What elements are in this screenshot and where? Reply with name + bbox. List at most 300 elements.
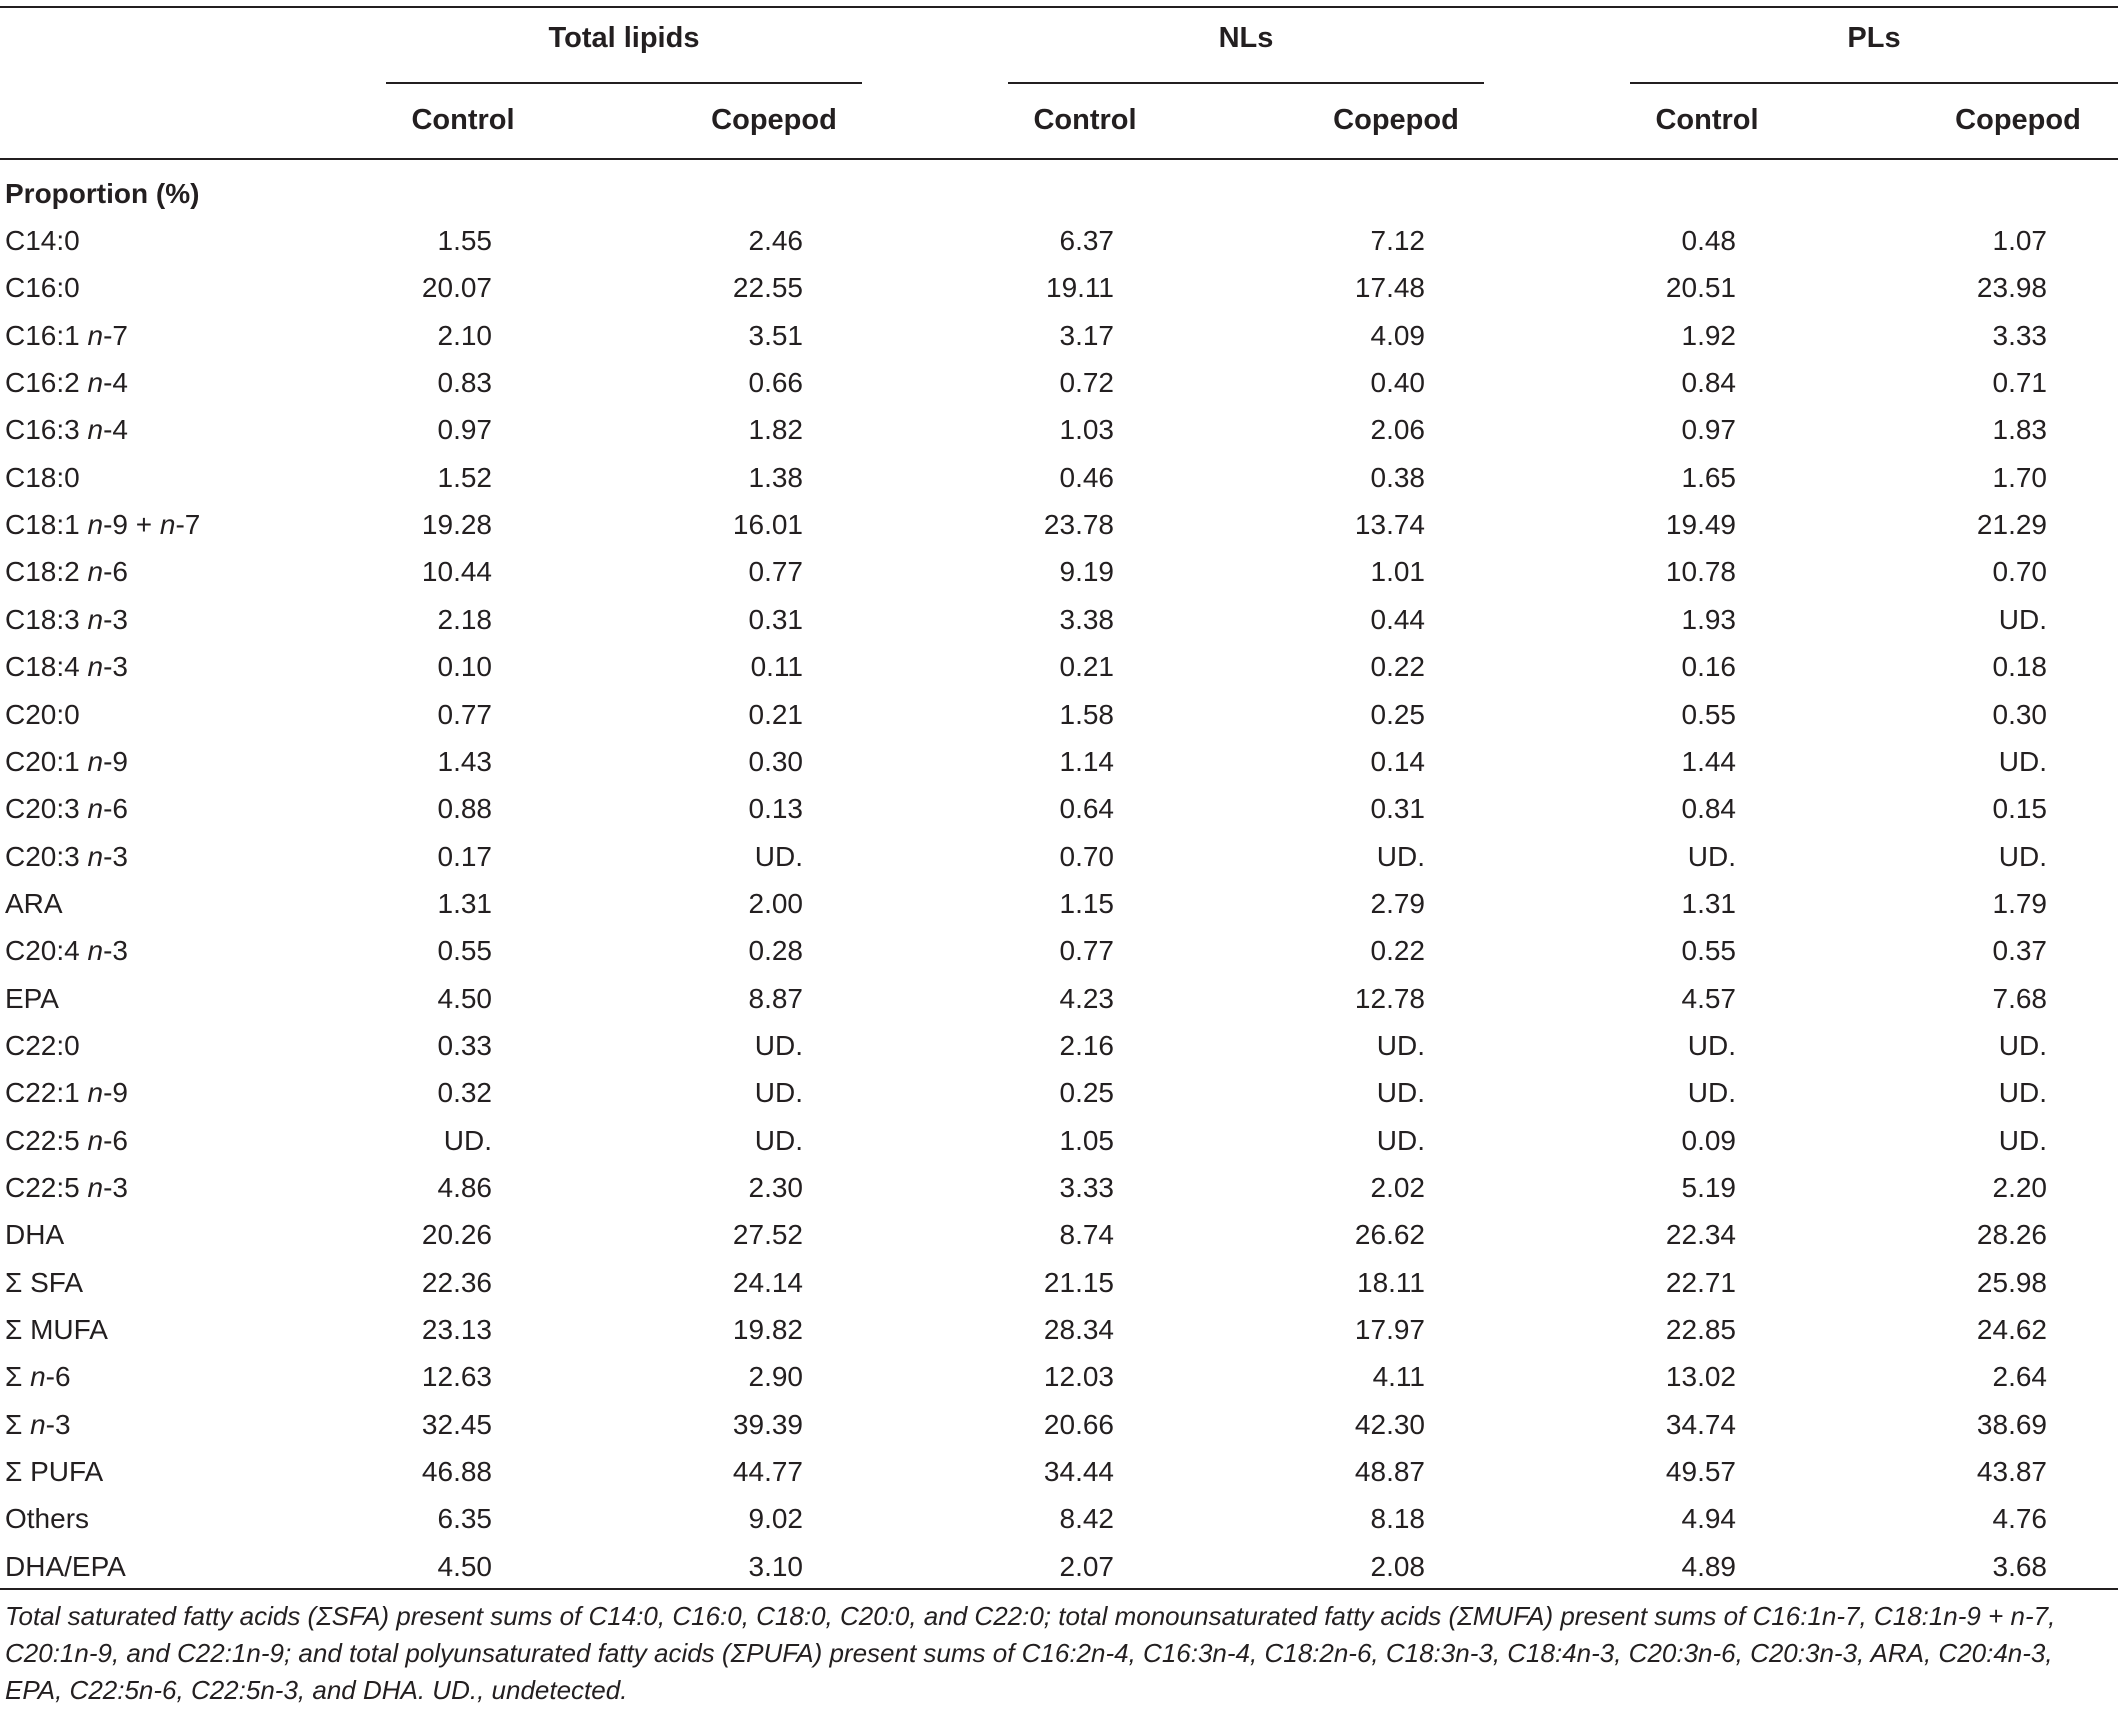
row-label-text: C18:1 <box>5 509 88 541</box>
table-row <box>0 314 2118 361</box>
cell-value: 0.25 <box>1059 1077 1114 1109</box>
group-underline-nls <box>1008 82 1484 84</box>
row-label <box>5 1551 126 1583</box>
cell-value: 2.46 <box>748 225 803 256</box>
cell-value: 10.44 <box>421 556 492 588</box>
cell-value: 0.40 <box>1370 367 1425 399</box>
cell-value: 1.92 <box>1681 319 1736 351</box>
cell-value: UD. <box>754 1077 803 1109</box>
row-label <box>5 1361 71 1393</box>
cell-value: 1.58 <box>1059 698 1114 730</box>
cell-value: 1.79 <box>1992 887 2047 919</box>
cell-value: 2.18 <box>437 603 492 635</box>
table-row <box>0 1261 2118 1308</box>
group-header-pls: PLs <box>1847 22 1901 54</box>
cell-value: 2.07 <box>1059 1550 1114 1582</box>
cell-value: 3.51 <box>748 319 803 351</box>
table-row <box>0 361 2118 408</box>
row-label-text: C18:4 <box>5 651 88 683</box>
cell-value: 1.43 <box>437 745 492 777</box>
group-underline-total-lipids <box>386 82 862 84</box>
row-label <box>5 367 128 399</box>
cell-value: 0.33 <box>437 1029 492 1061</box>
cell-value: 3.17 <box>1059 319 1114 351</box>
row-label-text: C22:5 <box>5 1124 88 1156</box>
cell-value: 0.97 <box>1681 414 1736 446</box>
table-row <box>0 693 2118 740</box>
cell-value: 4.50 <box>437 1550 492 1582</box>
row-label <box>5 1219 64 1251</box>
row-label-italic: n <box>87 840 104 872</box>
cell-value: 17.97 <box>1354 1314 1425 1346</box>
cell-value: 12.03 <box>1043 1361 1114 1393</box>
row-label-italic: n <box>87 603 104 635</box>
cell-value: 9.19 <box>1059 556 1114 588</box>
cell-value: 0.77 <box>748 556 803 588</box>
row-label-italic: n <box>87 1124 104 1156</box>
table-row <box>0 1119 2118 1166</box>
cell-value: 42.30 <box>1354 1408 1425 1440</box>
row-label-suffix: -6 <box>45 1361 71 1393</box>
row-label-suffix: -6 <box>103 556 128 588</box>
cell-value: 1.15 <box>1059 887 1114 919</box>
row-label <box>5 556 128 588</box>
subheader-total-copepod: Copepod <box>711 104 837 136</box>
row-label-italic: n <box>87 745 104 777</box>
cell-value: 24.14 <box>732 1266 803 1298</box>
cell-value: 44.77 <box>732 1456 803 1488</box>
cell-value: 0.38 <box>1370 461 1425 493</box>
cell-value: 22.85 <box>1665 1314 1736 1346</box>
cell-value: 1.93 <box>1681 603 1736 635</box>
cell-value: 20.66 <box>1043 1408 1114 1440</box>
cell-value: 2.64 <box>1992 1361 2047 1393</box>
cell-value: 4.50 <box>437 982 492 1014</box>
cell-value: 18.11 <box>1357 1266 1425 1298</box>
top-rule <box>0 6 2118 8</box>
row-label-text: Σ <box>5 1408 31 1440</box>
row-label-text: DHA/EPA <box>5 1550 126 1582</box>
row-label-text: Others <box>5 1503 90 1535</box>
cell-value: 2.10 <box>437 319 492 351</box>
row-label-suffix: -9 <box>103 745 128 777</box>
cell-value: 0.48 <box>1681 225 1736 256</box>
row-label-italic: n <box>87 1172 104 1203</box>
cell-value: 1.05 <box>1059 1124 1114 1156</box>
row-label-italic: n <box>159 509 176 541</box>
cell-value: UD. <box>1376 1124 1425 1156</box>
cell-value: UD. <box>1376 840 1425 872</box>
cell-value: 13.02 <box>1665 1361 1736 1393</box>
subheader-total-control: Control <box>411 104 515 136</box>
cell-value: 22.71 <box>1665 1266 1736 1298</box>
row-label <box>5 1456 103 1488</box>
cell-value: 38.69 <box>1976 1408 2047 1440</box>
row-label-italic: n <box>87 556 104 588</box>
table-row <box>0 977 2118 1024</box>
table-row <box>0 740 2118 787</box>
row-label-suffix: -3 <box>103 1172 128 1203</box>
cell-value: 0.21 <box>748 698 803 730</box>
cell-value: 1.07 <box>1992 225 2047 256</box>
cell-value: UD. <box>754 840 803 872</box>
row-label <box>5 509 200 541</box>
cell-value: 20.07 <box>421 272 492 304</box>
row-label-suffix: -7 <box>103 319 128 351</box>
row-label <box>5 746 128 778</box>
cell-value: 49.57 <box>1665 1456 1736 1488</box>
table-row <box>0 503 2118 550</box>
cell-value: 3.68 <box>1992 1550 2047 1582</box>
row-label-text: C16:3 <box>5 414 88 446</box>
cell-value: 4.11 <box>1372 1361 1425 1393</box>
table-row <box>0 835 2118 882</box>
subheader-pls-control: Control <box>1655 104 1759 136</box>
cell-value: 0.72 <box>1059 367 1114 399</box>
cell-value: UD. <box>443 1124 492 1156</box>
row-label-italic: n <box>87 509 104 541</box>
cell-value: 1.31 <box>1681 887 1736 919</box>
cell-value: 19.82 <box>732 1314 803 1346</box>
row-label <box>5 793 128 825</box>
cell-value: 9.02 <box>748 1503 803 1535</box>
bottom-rule <box>0 1588 2118 1590</box>
cell-value: 2.16 <box>1059 1029 1114 1061</box>
cell-value: 0.46 <box>1059 461 1114 493</box>
row-label-text: C18:3 <box>5 603 88 635</box>
table-row <box>0 1213 2118 1260</box>
cell-value: 43.87 <box>1976 1456 2047 1488</box>
group-header-total-lipids: Total lipids <box>548 22 700 54</box>
row-label-text: C20:3 <box>5 840 88 872</box>
row-label <box>5 462 80 494</box>
cell-value: 0.31 <box>1370 793 1425 825</box>
cell-value: 0.55 <box>437 935 492 967</box>
row-label <box>5 1077 128 1109</box>
row-label-text: Σ <box>5 1361 31 1393</box>
table-row <box>0 1024 2118 1071</box>
cell-value: 34.44 <box>1043 1456 1114 1488</box>
row-label-suffix: -6 <box>103 793 128 825</box>
row-label <box>5 888 63 920</box>
cell-value: 16.01 <box>732 509 803 541</box>
cell-value: 0.70 <box>1992 556 2047 588</box>
row-label-suffix: -7 <box>175 509 201 541</box>
cell-value: 8.87 <box>748 982 803 1014</box>
cell-value: 1.31 <box>437 887 492 919</box>
cell-value: 4.09 <box>1370 319 1425 351</box>
cell-value: UD. <box>1687 1029 1736 1061</box>
cell-value: 0.18 <box>1992 651 2047 683</box>
cell-value: 46.88 <box>421 1456 492 1488</box>
row-label-suffix: -3 <box>103 603 128 635</box>
cell-value: 2.90 <box>748 1361 803 1393</box>
row-label-text: Σ MUFA <box>5 1314 108 1346</box>
cell-value: 12.63 <box>421 1361 492 1393</box>
cell-value: 0.16 <box>1681 651 1736 683</box>
row-label-text: C22:1 <box>5 1077 88 1109</box>
row-label <box>5 1503 89 1535</box>
cell-value: 22.34 <box>1665 1219 1736 1251</box>
row-label-text: C16:1 <box>5 319 88 351</box>
cell-value: 1.14 <box>1059 745 1114 777</box>
cell-value: 7.68 <box>1992 982 2047 1014</box>
cell-value: 4.94 <box>1681 1503 1736 1535</box>
cell-value: 1.01 <box>1370 556 1425 588</box>
row-label-italic: n <box>87 319 104 351</box>
cell-value: 4.86 <box>437 1172 492 1203</box>
cell-value: 23.78 <box>1043 509 1114 541</box>
row-label-italic: n <box>87 651 104 683</box>
table-row <box>0 1403 2118 1450</box>
cell-value: 0.22 <box>1370 651 1425 683</box>
cell-value: 1.55 <box>437 225 492 256</box>
cell-value: 0.31 <box>748 603 803 635</box>
cell-value: 28.26 <box>1976 1219 2047 1251</box>
cell-value: 0.70 <box>1059 840 1114 872</box>
table-row <box>0 456 2118 503</box>
cell-value: 21.29 <box>1976 509 2047 541</box>
table-row <box>0 1166 2118 1213</box>
row-label-text: C18:2 <box>5 556 88 588</box>
cell-value: 20.26 <box>421 1219 492 1251</box>
cell-value: 0.44 <box>1370 603 1425 635</box>
cell-value: 2.30 <box>748 1172 803 1203</box>
row-label <box>5 651 128 683</box>
row-label-suffix: -9 <box>103 1077 128 1109</box>
cell-value: 2.02 <box>1370 1172 1425 1203</box>
cell-value: 2.79 <box>1370 887 1425 919</box>
table-row <box>0 1497 2118 1544</box>
row-label-text: C14:0 <box>5 225 80 256</box>
row-label <box>5 983 59 1015</box>
cell-value: 34.74 <box>1665 1408 1736 1440</box>
cell-value: 20.51 <box>1665 272 1736 304</box>
cell-value: UD. <box>754 1124 803 1156</box>
cell-value: 0.84 <box>1681 793 1736 825</box>
cell-value: UD. <box>1998 1124 2047 1156</box>
row-label-text: C16:0 <box>5 272 80 304</box>
row-label <box>5 1314 108 1346</box>
row-label-text: Σ SFA <box>5 1266 83 1298</box>
cell-value: 0.10 <box>437 651 492 683</box>
row-label-suffix: -3 <box>45 1408 71 1440</box>
cell-value: UD. <box>754 1029 803 1061</box>
table-row <box>0 1071 2118 1118</box>
cell-value: 1.38 <box>748 461 803 493</box>
cell-value: 28.34 <box>1043 1314 1114 1346</box>
cell-value: 1.44 <box>1681 745 1736 777</box>
row-label-text: C20:0 <box>5 698 80 730</box>
row-label-italic: n <box>87 793 104 825</box>
cell-value: 3.10 <box>748 1550 803 1582</box>
cell-value: 24.62 <box>1976 1314 2047 1346</box>
cell-value: 0.77 <box>1059 935 1114 967</box>
row-label-text: C22:5 <box>5 1172 88 1203</box>
cell-value: 25.98 <box>1976 1266 2047 1298</box>
cell-value: UD. <box>1998 745 2047 777</box>
cell-value: 0.32 <box>437 1077 492 1109</box>
cell-value: UD. <box>1998 603 2047 635</box>
cell-value: 3.38 <box>1059 603 1114 635</box>
cell-value: 23.13 <box>421 1314 492 1346</box>
cell-value: 0.15 <box>1992 793 2047 825</box>
table-row <box>0 408 2118 455</box>
group-underline-pls <box>1630 82 2118 84</box>
group-header-nls: NLs <box>1218 22 1274 54</box>
cell-value: 13.74 <box>1354 509 1425 541</box>
row-label-italic: n <box>87 414 104 446</box>
row-label <box>5 841 128 873</box>
cell-value: 0.55 <box>1681 935 1736 967</box>
subheader-nls-copepod: Copepod <box>1333 104 1459 136</box>
row-label-text: C22:0 <box>5 1029 80 1061</box>
cell-value: UD. <box>1687 840 1736 872</box>
table-row <box>0 550 2118 597</box>
row-label <box>5 225 80 257</box>
cell-value: 0.22 <box>1370 935 1425 967</box>
cell-value: UD. <box>1376 1077 1425 1109</box>
table-row <box>0 1545 2118 1592</box>
cell-value: 2.08 <box>1370 1550 1425 1582</box>
row-label-text: EPA <box>5 982 59 1014</box>
cell-value: 4.23 <box>1059 982 1114 1014</box>
cell-value: 8.74 <box>1059 1219 1114 1251</box>
subheader-pls-copepod: Copepod <box>1955 104 2081 136</box>
row-label-italic: n <box>30 1361 46 1393</box>
row-label <box>5 699 80 731</box>
cell-value: 0.97 <box>437 414 492 446</box>
cell-value: 39.39 <box>732 1408 803 1440</box>
row-label-italic: n <box>87 367 104 399</box>
row-label-italic: n <box>87 935 104 967</box>
row-label-text: C16:2 <box>5 367 88 399</box>
cell-value: UD. <box>1687 1077 1736 1109</box>
row-label-suffix: -3 <box>103 651 128 683</box>
cell-value: 2.06 <box>1370 414 1425 446</box>
cell-value: UD. <box>1998 840 2047 872</box>
cell-value: 26.62 <box>1354 1219 1425 1251</box>
cell-value: 7.12 <box>1370 225 1425 256</box>
cell-value: 22.55 <box>732 272 803 304</box>
cell-value: 23.98 <box>1976 272 2047 304</box>
cell-value: 0.55 <box>1681 698 1736 730</box>
table-row <box>0 1355 2118 1402</box>
table-footnote: Total saturated fatty acids (ΣSFA) present sums of C14:0, C16:0, C18:0, C20:0, and C22:0; total monounsaturated fatty acids (ΣMUFA) present sums of C16:1n-7, C18:1n-9 + n-7, C20:1n-9, and C22:1n-9; and total polyunsaturated fatty acids (ΣPUFA) present sums of C16:2n-4, C16:3n-4, C18:2n-6, C18:3n-3, C18:4n-3, C20:3n-6, C20:3n-3, ARA, C20:4n-3, EPA, C22:5n-6, C22:5n-3, and DHA. UD., undetected. <box>5 1601 2056 1705</box>
row-label <box>5 1172 128 1204</box>
row-label-suffix: -3 <box>103 935 128 967</box>
cell-value: 4.76 <box>1992 1503 2047 1535</box>
cell-value: 0.13 <box>748 793 803 825</box>
cell-value: 0.30 <box>1992 698 2047 730</box>
cell-value: 0.28 <box>748 935 803 967</box>
row-label <box>5 935 128 967</box>
row-label-suffix: -3 <box>103 840 128 872</box>
cell-value: UD. <box>1998 1029 2047 1061</box>
row-label <box>5 1125 128 1157</box>
cell-value: 0.09 <box>1681 1124 1736 1156</box>
cell-value: 0.11 <box>750 651 803 683</box>
cell-value: 0.25 <box>1370 698 1425 730</box>
cell-value: 19.11 <box>1046 272 1114 304</box>
cell-value: 0.66 <box>748 367 803 399</box>
cell-value: 1.70 <box>1992 461 2047 493</box>
cell-value: 1.65 <box>1681 461 1736 493</box>
row-label <box>5 320 128 352</box>
cell-value: 0.14 <box>1370 745 1425 777</box>
section-label: Proportion (%) <box>5 178 200 209</box>
table-row <box>0 1308 2118 1355</box>
cell-value: 1.03 <box>1059 414 1114 446</box>
cell-value: UD. <box>1998 1077 2047 1109</box>
cell-value: 1.52 <box>437 461 492 493</box>
cell-value: 48.87 <box>1354 1456 1425 1488</box>
row-label-suffix: -4 <box>103 367 128 399</box>
cell-value: 10.78 <box>1665 556 1736 588</box>
cell-value: 0.30 <box>748 745 803 777</box>
cell-value: 32.45 <box>421 1408 492 1440</box>
row-label <box>5 604 128 636</box>
cell-value: 12.78 <box>1354 982 1425 1014</box>
table-row <box>0 219 2118 266</box>
cell-value: 0.17 <box>437 840 492 872</box>
cell-value: 2.00 <box>748 887 803 919</box>
cell-value: 0.71 <box>1992 367 2047 399</box>
row-label-suffix: -9 + <box>103 509 160 541</box>
cell-value: 3.33 <box>1059 1172 1114 1203</box>
cell-value: 0.84 <box>1681 367 1736 399</box>
cell-value: 0.64 <box>1059 793 1114 825</box>
row-label-italic: n <box>30 1408 46 1440</box>
cell-value: 27.52 <box>732 1219 803 1251</box>
table-row <box>0 882 2118 929</box>
cell-value: 5.19 <box>1681 1172 1736 1203</box>
cell-value: 22.36 <box>421 1266 492 1298</box>
cell-value: 1.82 <box>748 414 803 446</box>
cell-value: 8.42 <box>1059 1503 1114 1535</box>
table-row <box>0 266 2118 313</box>
row-label <box>5 1267 83 1299</box>
table-row <box>0 598 2118 645</box>
row-label-text: C20:3 <box>5 793 88 825</box>
cell-value: 0.37 <box>1992 935 2047 967</box>
cell-value: UD. <box>1376 1029 1425 1061</box>
table-row <box>0 929 2118 976</box>
cell-value: 17.48 <box>1354 272 1425 304</box>
cell-value: 0.21 <box>1059 651 1114 683</box>
row-label-italic: n <box>87 1077 104 1109</box>
row-label-suffix: -4 <box>103 414 128 446</box>
row-label <box>5 1030 80 1062</box>
cell-value: 0.77 <box>437 698 492 730</box>
cell-value: 6.37 <box>1059 225 1114 256</box>
row-label-text: C18:0 <box>5 461 80 493</box>
row-label-text: C20:4 <box>5 935 88 967</box>
subheader-nls-control: Control <box>1033 104 1137 136</box>
cell-value: 19.28 <box>421 509 492 541</box>
row-label <box>5 1409 71 1441</box>
row-label-text: Σ PUFA <box>5 1456 104 1488</box>
cell-value: 21.15 <box>1043 1266 1114 1298</box>
cell-value: 6.35 <box>437 1503 492 1535</box>
row-label <box>5 272 80 304</box>
row-label-text: ARA <box>5 887 63 919</box>
cell-value: 8.18 <box>1370 1503 1425 1535</box>
cell-value: 3.33 <box>1992 319 2047 351</box>
row-label-suffix: -6 <box>103 1124 128 1156</box>
cell-value: 4.89 <box>1681 1550 1736 1582</box>
cell-value: 19.49 <box>1665 509 1736 541</box>
